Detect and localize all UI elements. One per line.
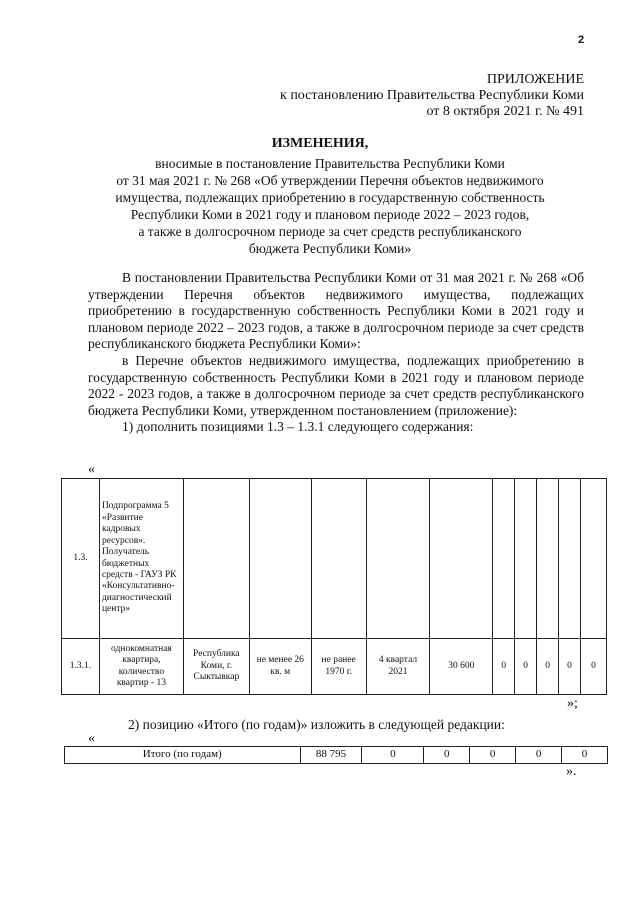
- quote-close-1: »;: [567, 696, 578, 711]
- object-name: Подпрограмма 5 «Развитие кадровых ресурсов». Получатель бюджетных средств - ГАУЗ РК «Консультативно-диагностический центр»: [99, 479, 183, 639]
- paragraph-1: В постановлении Правительства Республики Коми от 31 мая 2021 г. № 268 «Об утверждении Перечня объектов недвижимого имущества, подлежащих приобретению в государственную собственность Республики Коми в 2021 году и плановом периоде 2022 – 2023 годов, а также в долгосрочном периоде за счет средств республиканского бюджета Республики Коми»:: [88, 270, 584, 352]
- amount-cell: 0: [580, 639, 606, 695]
- table-row: [62, 479, 607, 639]
- object-year: не ранее 1970 г.: [311, 639, 366, 695]
- item-2: 2) позицию «Итого (по годам)» изложить в следующей редакции:: [128, 717, 505, 732]
- subheading-line: имущества, подлежащих приобретению в государственную собственность: [115, 190, 545, 205]
- subheading-line: а также в долгосрочном периоде за счет средств республиканского: [138, 224, 522, 239]
- paragraph-2: в Перечне объектов недвижимого имущества, подлежащих приобретению в государственную собственность Республики Коми в 2021 году и плановом периоде 2022 - 2023 годов, а также в долгосрочном периоде за счет средств республиканского бюджета Республики Коми, утвержденном постановлением (приложение):: [88, 352, 584, 418]
- page-number: 2: [578, 34, 585, 46]
- table-row: [65, 747, 608, 764]
- subheading-line: от 31 мая 2021 г. № 268 «Об утверждении Перечня объектов недвижимого: [116, 173, 544, 188]
- document-subheading: [60, 155, 600, 257]
- amount-cell: 0: [559, 639, 581, 695]
- amount-cell: 0: [470, 747, 516, 764]
- appendix-block: [164, 72, 584, 120]
- object-name: однокомнатная квартира, количество квартир - 13: [99, 639, 183, 695]
- appendix-line2: к постановлению Правительства Республики Коми: [280, 88, 584, 103]
- amount-cell: 0: [424, 747, 470, 764]
- amount-cell: 0: [493, 639, 515, 695]
- body-text: [88, 270, 584, 436]
- amount-cell: 0: [516, 747, 562, 764]
- appendix-line3: от 8 октября 2021 г. № 491: [426, 104, 584, 119]
- object-location: Республика Коми, г. Сыктывкар: [183, 639, 249, 695]
- appendix-title: ПРИЛОЖЕНИЕ: [486, 72, 584, 87]
- row-number: 1.3.: [62, 479, 100, 639]
- totals-table: [64, 746, 608, 764]
- totals-label: Итого (по годам): [65, 747, 301, 764]
- amount-cell: 0: [362, 747, 424, 764]
- objects-table: [61, 478, 607, 695]
- subheading-line: вносимые в постановление Правительства Республики Коми: [155, 156, 505, 171]
- subheading-line: бюджета Республики Коми»: [248, 241, 412, 256]
- object-area: не менее 26 кв. м: [249, 639, 311, 695]
- total-amount: 30 600: [430, 639, 493, 695]
- quote-open-2: «: [88, 731, 95, 746]
- row-number: 1.3.1.: [62, 639, 100, 695]
- paragraph-3: 1) дополнить позициями 1.3 – 1.3.1 следующего содержания:: [122, 419, 474, 435]
- amount-cell: 0: [562, 747, 608, 764]
- amount-cell: 0: [515, 639, 537, 695]
- table-row: [62, 639, 607, 695]
- acquisition-period: 4 квартал 2021: [366, 639, 430, 695]
- subheading-line: Республики Коми в 2021 году и плановом периоде 2022 – 2023 годов,: [130, 207, 530, 222]
- quote-open-1: «: [88, 462, 95, 477]
- quote-close-2: ».: [566, 764, 577, 779]
- amount-cell: 0: [537, 639, 559, 695]
- document-heading: ИЗМЕНЕНИЯ,: [271, 136, 369, 151]
- totals-amount: 88 795: [300, 747, 362, 764]
